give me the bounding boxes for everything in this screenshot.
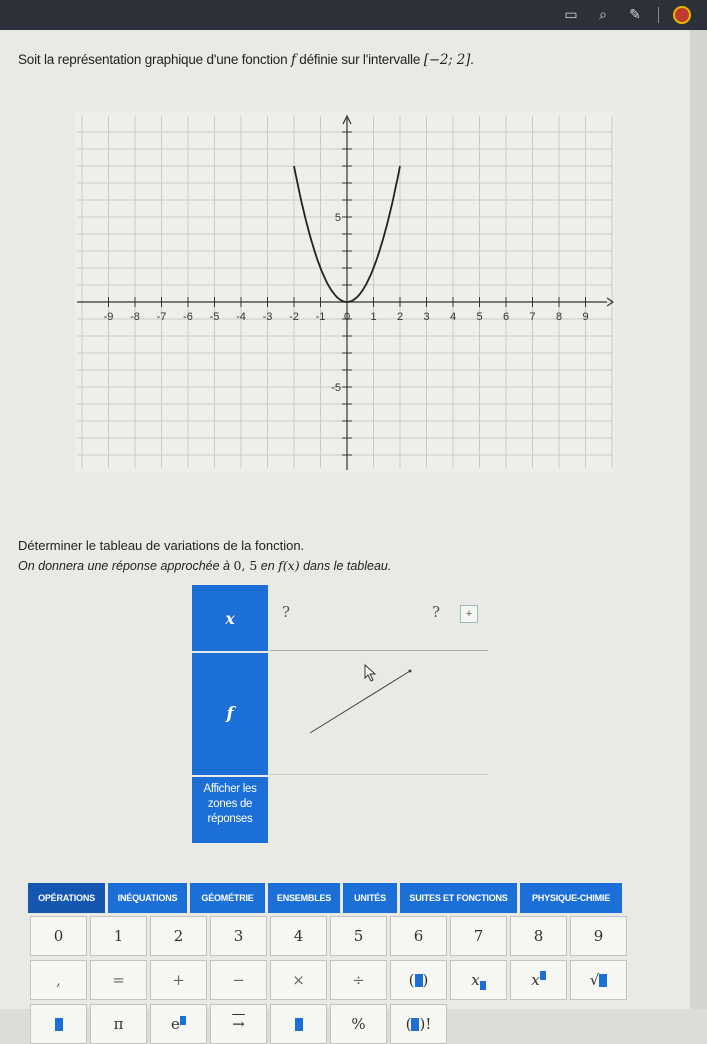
key-plus[interactable]: + [150,960,207,1000]
pen-icon[interactable]: ✎ [629,7,641,23]
interval: [−2; 2] [423,52,471,68]
key-0[interactable]: 0 [30,916,87,956]
show-answers-button[interactable] [192,777,268,843]
vector-icon: → [232,1015,245,1033]
x-tick-label: -5 [209,311,220,323]
key-divide[interactable]: ÷ [330,960,387,1000]
x-symbol: x [471,971,480,989]
x-tick-label: 7 [529,311,536,323]
key-times[interactable]: × [270,960,327,1000]
hint-part: dans le tableau. [299,559,392,573]
key-abs[interactable] [270,1004,327,1044]
tab-sets[interactable]: ENSEMBLES [268,883,340,913]
x-tick-label: -1 [315,311,326,323]
keyboard-row-extra [30,1004,630,1033]
y-tick-label: -5 [331,382,341,394]
browser-toolbar [0,0,707,30]
key-equals[interactable]: = [90,960,147,1000]
key-power[interactable] [510,960,567,1000]
paren-open: ( [405,1015,412,1033]
search-icon[interactable]: ⌕ [599,7,607,23]
x-symbol: x [531,971,540,989]
x-tick-label: -2 [289,311,299,323]
superscript-box-icon [540,971,546,980]
x-tick-label: 4 [449,311,457,323]
tab-sequences-functions[interactable]: SUITES ET FONCTIONS [400,883,517,913]
key-7[interactable]: 7 [450,916,507,956]
avatar-icon[interactable] [673,6,691,24]
key-minus[interactable]: − [210,960,267,1000]
function-symbol: f [290,52,296,68]
key-percent[interactable]: % [330,1004,387,1044]
exp-box-icon [180,1016,186,1025]
key-8[interactable]: 8 [510,916,567,956]
instruction-text: Déterminer le tableau de variations de la fonction. [18,538,305,553]
x-tick-label: 5 [476,311,483,323]
x-header: x [192,585,268,651]
key-subscript[interactable] [450,960,507,1000]
x-tick-label: -9 [103,311,114,323]
keyboard-tabs [28,883,622,913]
e-symbol: e [171,1015,180,1033]
x-end-input[interactable]: ? [432,603,441,621]
tab-geometry[interactable]: GÉOMÉTRIE [190,883,265,913]
x-tick-label: 2 [396,311,404,323]
factorial-box-icon [411,1018,419,1031]
hint-fx: f(x) [278,558,300,573]
exercise-page [0,30,690,1033]
tab-operations[interactable]: OPÉRATIONS [28,883,105,913]
key-2[interactable]: 2 [150,916,207,956]
x-tick-label: -8 [130,311,140,323]
keyboard-row-operators [30,960,630,1000]
x-tick-label: -3 [262,311,273,323]
key-comma[interactable]: , [30,960,87,1000]
f-header: f [192,653,268,775]
key-factorial[interactable] [390,1004,447,1044]
key-3[interactable]: 3 [210,916,267,956]
factorial-symbol: ! [425,1015,432,1033]
paren-close: ) [422,971,429,989]
y-tick-label: 5 [334,212,341,224]
hint-text [18,558,391,573]
key-pi[interactable]: π [90,1004,147,1044]
x-tick-label: -6 [183,311,193,323]
key-box[interactable] [30,1004,87,1044]
show-answers-line: réponses [207,813,253,825]
mouse-cursor-icon [364,664,378,682]
toolbar-divider [658,7,659,23]
math-keyboard [30,916,630,1032]
show-answers-line: Afficher les [203,783,257,795]
key-4[interactable]: 4 [270,916,327,956]
x-tick-label: 0 [343,311,351,323]
sqrt-symbol: √ [589,971,600,989]
keyboard-row-digits [30,916,630,956]
box-icon [55,1018,63,1031]
add-column-button[interactable]: + [460,605,478,623]
subscript-box-icon [480,981,486,990]
paren-open: ( [408,971,415,989]
hint-part: On donnera une réponse approchée à [18,559,234,573]
key-vector[interactable] [210,1004,267,1044]
cast-icon[interactable]: ▭ [564,7,578,23]
key-6[interactable]: 6 [390,916,447,956]
function-graph [75,112,615,472]
x-tick-label: 8 [555,311,563,323]
hint-part: en [257,559,279,573]
x-tick-label: 3 [423,311,430,323]
f-row[interactable] [270,653,488,775]
x-tick-label: 9 [582,311,589,323]
key-parentheses[interactable] [390,960,447,1000]
question-part: . [470,52,474,67]
show-answers-line: zones de [207,798,253,810]
variation-table [190,585,490,775]
paren-close: ) [419,1015,426,1033]
abs-box-icon [295,1018,303,1031]
scrollbar[interactable] [690,30,707,1009]
key-9[interactable]: 9 [570,916,627,956]
question-part: Soit la représentation graphique d'une fonction [18,52,291,67]
x-tick-label: -4 [236,311,246,323]
question-part: définie sur l'intervalle [295,52,424,67]
x-tick-label: 6 [502,311,510,323]
key-sqrt[interactable] [570,960,627,1000]
key-exp[interactable] [150,1004,207,1044]
radicand-box-icon [599,974,607,987]
hint-number: 0, 5 [233,558,258,573]
variation-arrow [270,653,488,775]
x-start-input[interactable]: ? [282,603,291,621]
tab-physics-chemistry[interactable]: PHYSIQUE-CHIMIE [520,883,622,913]
placeholder-box-icon [415,974,423,987]
x-tick-label: 1 [370,311,377,323]
question-text [18,52,474,68]
tab-inequations[interactable]: INÉQUATIONS [108,883,187,913]
key-1[interactable]: 1 [90,916,147,956]
key-5[interactable]: 5 [330,916,387,956]
x-row [270,585,488,651]
x-tick-label: -7 [156,311,167,323]
tab-units[interactable]: UNITÉS [343,883,397,913]
